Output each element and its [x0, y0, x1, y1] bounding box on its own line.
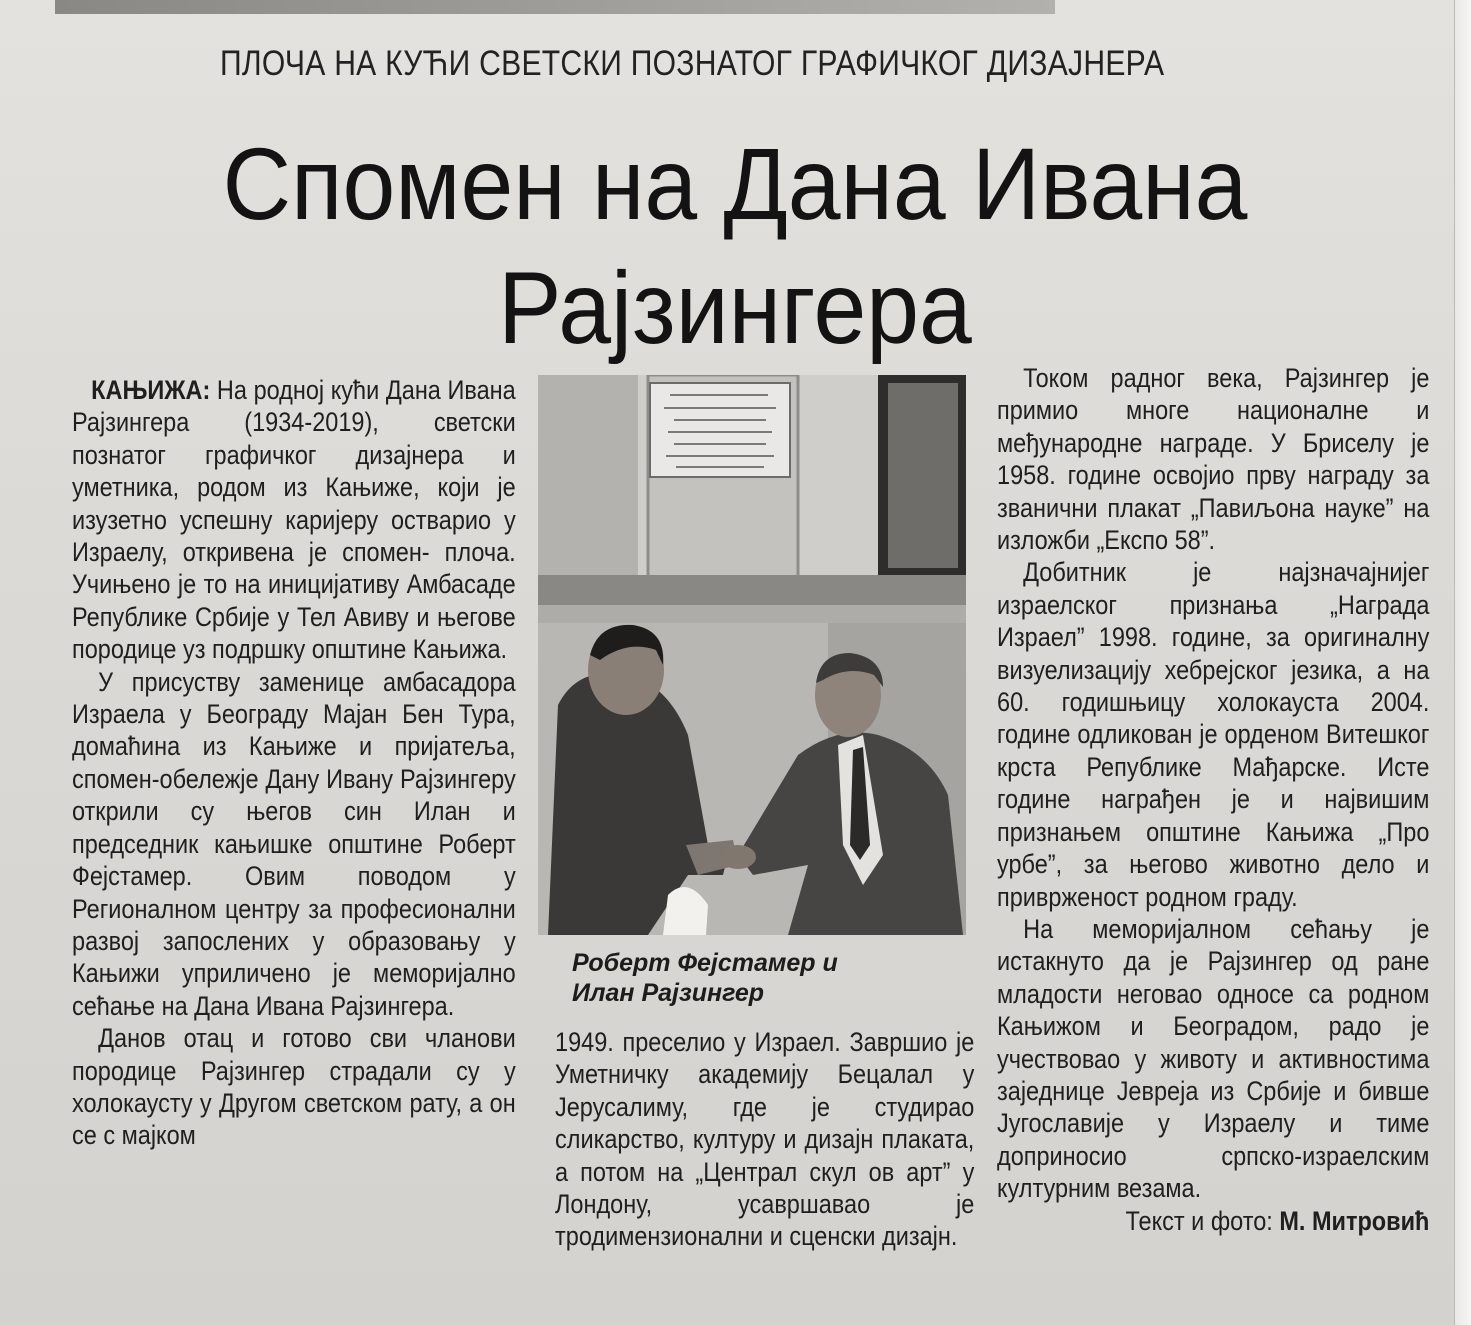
- article-column-1: [72, 374, 516, 1152]
- photo-caption: [572, 948, 902, 1008]
- paragraph-5: Током радног века, Рајзингер је примио многе националне и међународне награде. У Бриселу је 1958. године освојио прву награду за званични плакат „Павиљона науке” на изложби „Експо 58”.: [997, 363, 1430, 556]
- paragraph-1: [72, 374, 516, 666]
- paragraph-3: Данов отац и готово сви чланови породице Рајзингер страдали су у холокаусту у Другом светском рату, а он се с мајком: [72, 1023, 516, 1151]
- dateline: КАЊИЖА:: [91, 375, 211, 405]
- caption-line-2: Илан Рајзингер: [572, 979, 765, 1007]
- credit-name: М. Митровић: [1279, 1205, 1430, 1236]
- article-column-2: [555, 1026, 974, 1253]
- headline-line-2: Рајзингера: [498, 251, 972, 365]
- paragraph-7: На меморијалном сећању је истакнуто да је Рајзингер од ране младости неговао односе са родном Кањижом и Београдом, радо је учествовао у животу и активностима заједнице Јевреја из Србије и бивше Југославије у Израелу и тиме доприносио српско-израелским културним везама.: [997, 913, 1430, 1204]
- article-photo: [538, 375, 966, 935]
- paragraph-6: Добитник је најзначајнијег израелског признања „Награда Израел” 1998. године, за оригиналну визуелизацију хебрејског језика, а на 60. годишњицу холокауста 2004. године одликован је орденом Витешког крста Републике Мађарске. Исте године награђен је и највишим признањем општине Кањижа „Про урбе”, за његово животно дело и привржeност родном граду.: [997, 557, 1430, 912]
- article-kicker: ПЛОЧА НА КУЋИ СВЕТСКИ ПОЗНАТОГ ГРАФИЧКОГ ДИЗАЈНЕРА: [220, 44, 1165, 83]
- caption-line-1: Роберт Фејстамер и: [572, 949, 838, 977]
- top-edge-strip: [55, 0, 1055, 14]
- article-headline: [117, 122, 1354, 370]
- photo-handshake-plaque: [538, 375, 966, 935]
- page-right-edge: [1454, 0, 1471, 1325]
- article-column-3: [997, 362, 1429, 1237]
- paragraph-1-text: На родној кући Дана Ивана Рајзингера (1934-2019), светски познатог графичког дизајнера и уметника, родом из Кањиже, који је изузетно успешну каријеру остварио у Израелу, откривена је спомен- плоча. Учињено је то на иницијативу Амбасаде Републике Србије у Тел Авиву и његове породице уз подршку општине Кањижа.: [72, 375, 516, 665]
- credit-line: [997, 1205, 1429, 1237]
- headline-line-1: Спомен на Дана Ивана: [222, 127, 1248, 241]
- credit-label: Текст и фото:: [1125, 1205, 1273, 1236]
- paragraph-2: У присуству заменице амбасадора Израела у Београду Мајан Бен Тура, домаћина из Кањиже и пријатеља, спомен-обележје Дану Ивану Рајзингеру открили су његов син Илан и председник кањишке општине Роберт Фејстамер. Овим поводом у Регионалном центру за професионални развој запослених у образовању у Кањижи уприличено је меморијално сећање на Дана Ивана Рајзингера.: [72, 666, 516, 1021]
- paragraph-4: 1949. преселио у Израел. Завршио је Уметничку академију Бецалал у Јерусалиму, где је студирао сликарство, културу и дизајн плаката, а потом на „Централ скул ов арт” у Лондону, усавршавао је тродимензионални и сценски дизајн.: [555, 1027, 975, 1252]
